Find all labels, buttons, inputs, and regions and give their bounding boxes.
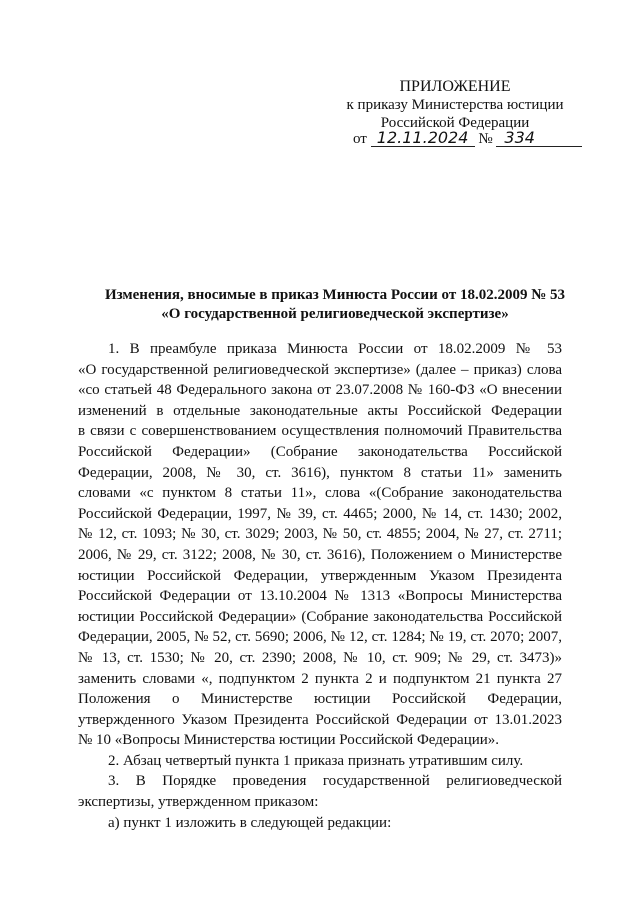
handwritten-number: 334 xyxy=(496,130,582,147)
body-line: Российской Федерации, 1997, № 39, ст. 4465; 2000, № 14, ст. 1430; 2002, xyxy=(78,505,562,522)
number-label: № xyxy=(478,131,493,147)
title-line-1: Изменения, вносимые в приказ Минюста России от 18.02.2009 № 53 xyxy=(104,287,566,303)
body-line: юстиции Российской Федерации, утвержденным Указом Президента xyxy=(78,567,562,584)
appendix-label: ПРИЛОЖЕНИЕ xyxy=(399,78,511,95)
body-line: а) пункт 1 изложить в следующей редакции: xyxy=(108,814,392,831)
body-line: «со статьей 48 Федерального закона от 23.07.2008 № 160-ФЗ «О внесении xyxy=(78,382,562,399)
body-line: 2. Абзац четвертый пункта 1 приказа признать утратившим силу. xyxy=(108,752,524,769)
body-line: 1. В преамбуле приказа Минюста России от 18.02.2009 № 53 xyxy=(108,341,562,357)
body-line: 2006, № 29, ст. 3122; 2008, № 30, ст. 3616), Положением о Министерстве xyxy=(78,546,562,563)
body-line: изменений в отдельные законодательные акты Российской Федерации xyxy=(78,402,562,419)
handwritten-date: 12.11.2024 xyxy=(371,130,475,147)
body-line: экспертизы, утвержденном приказом: xyxy=(78,794,319,811)
body-line: юстиции Российской Федерации» (Собрание законодательства Российской xyxy=(78,608,562,625)
document-body xyxy=(78,339,562,833)
order-date-number xyxy=(353,130,582,148)
body-line: 3. В Порядке проведения государственной религиоведческой xyxy=(108,773,562,790)
order-reference: к приказу Министерства юстиции xyxy=(346,97,564,113)
body-line: Федерации, 2008, № 30, ст. 3616), пунктом 8 статьи 11» заменить xyxy=(78,464,562,481)
body-line: заменить словами «, подпунктом 2 пункта 2 и подпунктом 21 пункта 27 xyxy=(78,670,562,687)
appendix-header xyxy=(330,78,580,132)
body-line: Федерации, 2005, № 52, ст. 5690; 2006, № 12, ст. 1284; № 19, ст. 2070; 2007, xyxy=(78,629,562,646)
from-label: от xyxy=(353,131,367,147)
body-line: № 10 «Вопросы Министерства юстиции Российской Федерации». xyxy=(78,732,500,749)
body-line: «О государственной религиоведческой экспертизе» (далее – приказ) слова xyxy=(78,361,562,378)
body-line: в связи с совершенствованием осуществления полномочий Правительства xyxy=(78,423,562,440)
document-title xyxy=(70,286,600,324)
federation-line: Российской Федерации xyxy=(380,115,530,131)
body-line: Российской Федерации от 13.10.2004 № 1313 «Вопросы Министерства xyxy=(78,588,562,605)
body-line: № 12, ст. 1093; № 30, ст. 3029; 2003, № 50, ст. 4855; 2004, № 27, ст. 2711; xyxy=(78,526,562,543)
body-line: утвержденного Указом Президента Российской Федерации от 13.01.2023 xyxy=(78,711,562,728)
body-line: Положения о Министерстве юстиции Российской Федерации, xyxy=(78,691,562,708)
title-line-2: «О государственной религиоведческой экспертизе» xyxy=(161,306,509,322)
body-line: № 13, ст. 1530; № 20, ст. 2390; 2008, № 10, ст. 909; № 29, ст. 3473)» xyxy=(78,649,562,666)
body-line: Российской Федерации» (Собрание законодательства Российской xyxy=(78,443,562,460)
body-line: словами «с пунктом 8 статьи 11», слова «(Собрание законодательства xyxy=(78,485,562,502)
